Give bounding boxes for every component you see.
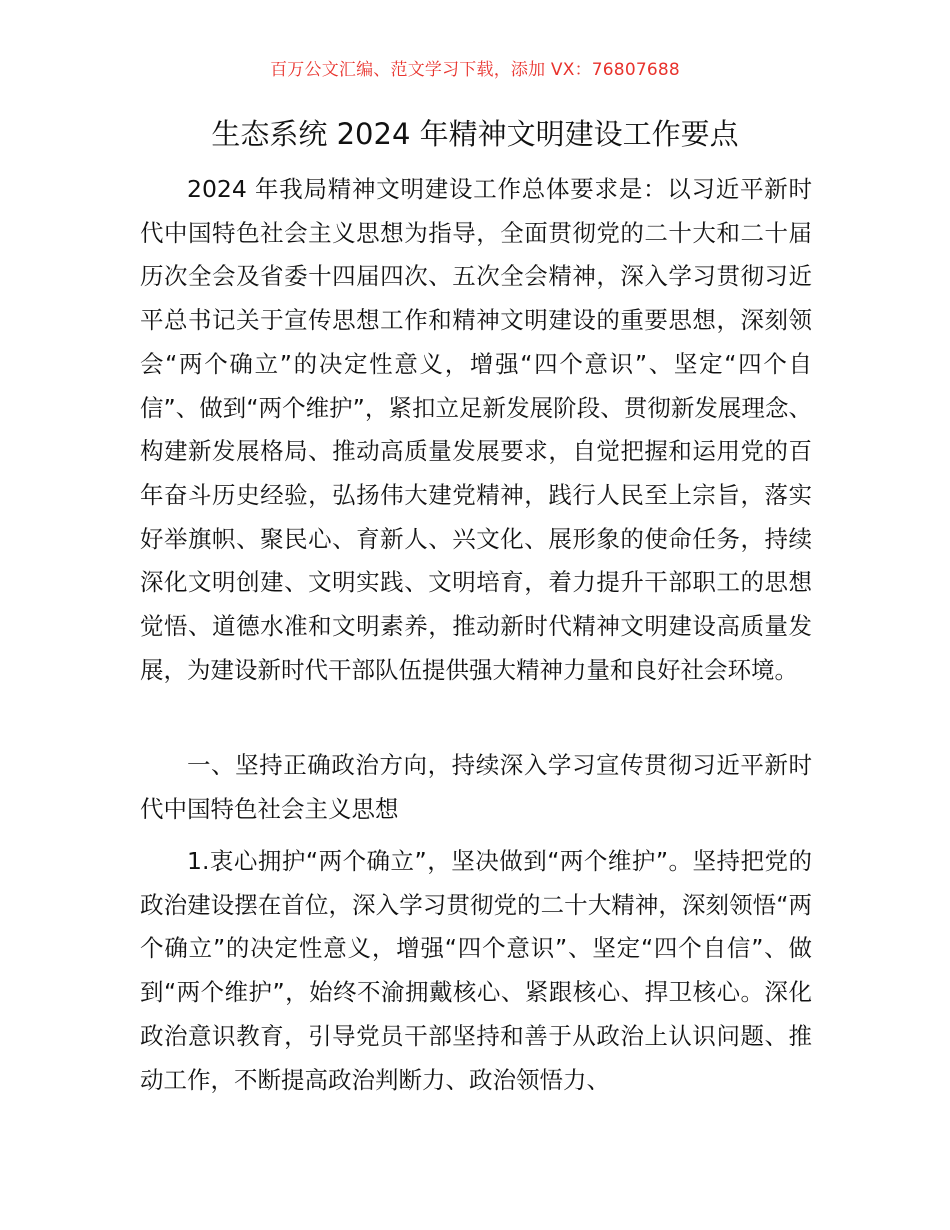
section-heading: 一、坚持正确政治方向，持续深入学习宣传贯彻习近平新时代中国特色社会主义思想	[140, 751, 812, 823]
promo-banner: 百万公文汇编、范文学习下载，添加 VX：76807688	[270, 60, 680, 80]
document-title: 生态系统 2024 年精神文明建设工作要点	[211, 117, 739, 151]
section-item-paragraph: 1.衷心拥护“两个确立”，坚决做到“两个维护”。坚持把党的政治建设摆在首位，深入学习贯彻党的二十大精神，深刻领悟“两个确立”的决定性意义，增强“四个意识”、坚定“四个自信”、做到“两个维护”，始终不渝拥戴核心、紧跟核心、捍卫核心。深化政治意识教育，引导党员干部坚持和善于从政治上认识问题、推动工作，不断提高政治判断力、政治领悟力、	[140, 847, 812, 1094]
intro-paragraph: 2024 年我局精神文明建设工作总体要求是：以习近平新时代中国特色社会主义思想为指导，全面贯彻党的二十大和二十届历次全会及省委十四届四次、五次全会精神，深入学习贯彻习近平总书记关于宣传思想工作和精神文明建设的重要思想，深刻领会“两个确立”的决定性意义，增强“四个意识”、坚定“四个自信”、做到“两个维护”，紧扣立足新发展阶段、贯彻新发展理念、构建新发展格局、推动高质量发展要求，自觉把握和运用党的百年奋斗历史经验，弘扬伟大建党精神，践行人民至上宗旨，落实好举旗帜、聚民心、育新人、兴文化、展形象的使命任务，持续深化文明创建、文明实践、文明培育，着力提升干部职工的思想觉悟、道德水准和文明素养，推动新时代精神文明建设高质量发展，为建设新时代干部队伍提供强大精神力量和良好社会环境。	[140, 175, 812, 684]
